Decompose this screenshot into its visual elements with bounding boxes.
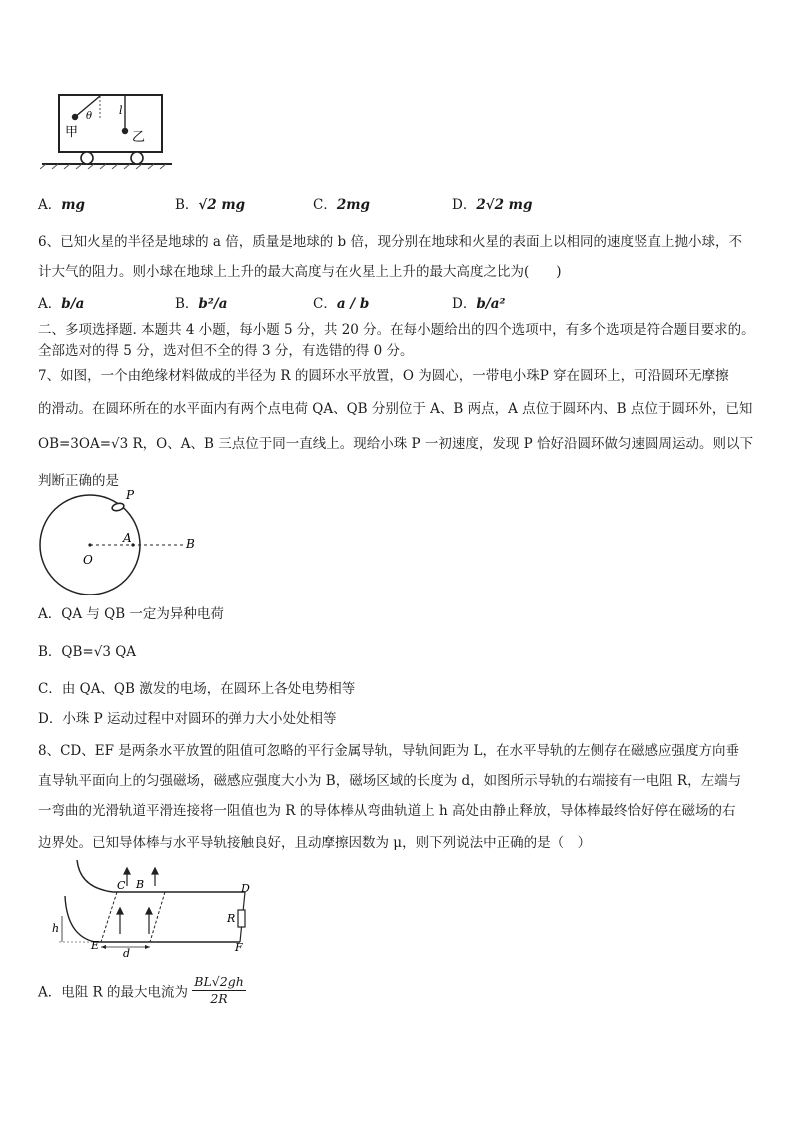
f-label: F	[235, 941, 243, 954]
q5-option-c: C．2mg	[313, 197, 370, 213]
ring-figure	[38, 490, 213, 595]
e-label: E	[91, 939, 100, 952]
q6-option-b: B．b²/a	[175, 296, 228, 312]
q6-stem-line2: 计大气的阻力。则小球在地球上上升的最大高度与在火星上上升的最大高度之比为( )	[38, 264, 562, 280]
d-label: D	[241, 882, 250, 895]
p-label: P	[126, 490, 135, 502]
d-distance-label: d	[123, 947, 131, 958]
q8-option-a: A．电阻 R 的最大电流为 $\frac{BL√2gh}{2R}$	[38, 974, 244, 1006]
q8-stem-line1: 8、CD、EF 是两条水平放置的阻值可忽略的平行金属导轨，导轨间距为 L，在水平导轨的左侧存在磁感应强度方向垂	[38, 743, 740, 759]
q7-option-b: B．QB=√3 QA	[38, 644, 137, 660]
b-field-label: B	[136, 878, 145, 891]
rail-figure	[45, 858, 260, 958]
q5-option-a: A．mg	[38, 197, 85, 213]
q5-option-b: B．√2 mg	[175, 197, 246, 213]
q7-option-d: D．小珠 P 运动过程中对圆环的弹力大小处处相等	[38, 711, 337, 727]
theta-label: θ	[86, 111, 93, 122]
q6-stem-line1: 6、已知火星的半径是地球的 a 倍，质量是地球的 b 倍，现分别在地球和火星的表面上以相同的速度竖直上抛小球，不	[38, 234, 742, 250]
q7-option-c: C．由 QA、QB 激发的电场，在圆环上各处电势相等	[38, 681, 356, 697]
q7-stem-line3: OB=3OA=√3 R，O、A、B 三点位于同一直线上。现给小珠 P 一初速度，发现 P 恰好沿圆环做匀速圆周运动。则以下	[38, 436, 754, 452]
r-label: R	[227, 912, 236, 925]
q6-option-d: D．b/a²	[452, 296, 506, 312]
q7-option-a: A．QA 与 QB 一定为异种电荷	[38, 606, 224, 622]
q7-stem-line4: 判断正确的是	[38, 473, 119, 489]
q7-stem-line1: 7、如图，一个由绝缘材料做成的半径为 R 的圆环水平放置，O 为圆心，一带电小珠P 穿在圆环上，可沿圆环无摩擦	[38, 368, 729, 384]
yi-label: 乙	[132, 130, 146, 145]
section2-line2: 全部选对的得 5 分，选对但不全的得 3 分，有选错的得 0 分。	[38, 343, 414, 359]
max-current-fraction: $\frac{BL√2gh}{2R}$	[194, 974, 244, 1006]
o-label: O	[83, 553, 93, 567]
q6-option-a: A．b/a	[38, 296, 85, 312]
q7-stem-line2: 的滑动。在圆环所在的水平面内有两个点电荷 QA、QB 分别位于 A、B 两点，A 点位于圆环内、B 点位于圆环外，已知	[38, 401, 753, 417]
section2-line1: 二、多项选择题. 本题共 4 小题，每小题 5 分，共 20 分。在每小题给出的四个选项中，有多个选项是符合题目要求的。	[38, 322, 755, 338]
b-label: B	[186, 537, 195, 551]
jia-label: 甲	[65, 125, 79, 140]
c-label: C	[117, 879, 126, 892]
q8-stem-line2: 直导轨平面向上的匀强磁场，磁感应强度大小为 B，磁场区域的长度为 d，如图所示导轨的右端接有一电阻 R，左端与	[38, 773, 742, 789]
q8-stem-line4: 边界处。已知导体棒与水平导轨接触良好，且动摩擦因数为 μ，则下列说法中正确的是（ ）	[38, 835, 592, 851]
cart-figure	[40, 88, 175, 170]
a-label: A	[123, 531, 132, 545]
q8-stem-line3: 一弯曲的光滑轨道平滑连接将一阻值也为 R 的导体棒从弯曲轨道上 h 高处由静止释放，导体棒最终恰好停在磁场的右	[38, 803, 736, 819]
q5-option-d: D．2√2 mg	[452, 197, 533, 213]
h-label: h	[52, 922, 60, 935]
l-label: l	[119, 104, 123, 117]
q6-option-c: C．a / b	[313, 296, 370, 312]
